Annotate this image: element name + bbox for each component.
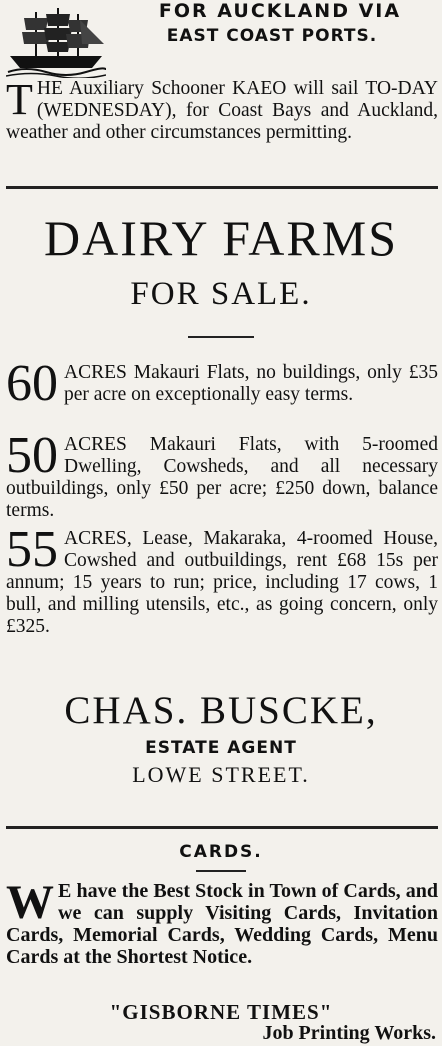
section-divider	[6, 826, 438, 829]
dairy-farms-title: DAIRY FARMS	[43, 210, 399, 266]
listing-item	[6, 355, 438, 412]
listing-text: ACRES Makauri Flats, no buildings, only £35 per acre on exceptionally easy terms.	[64, 362, 438, 405]
for-sale-subtitle: FOR SALE.	[130, 276, 312, 312]
listing-item	[6, 521, 438, 638]
ad1-dropcap: T	[6, 75, 33, 124]
cards-body-text: E have the Best Stock in Town of Cards, and we can supply Visiting Cards, Invitation Cards, Memorial Cards, Wedding Cards, Menu Cards at the Shortest Notice.	[6, 880, 438, 968]
short-divider	[188, 336, 254, 338]
cards-dropcap: W	[6, 876, 54, 929]
listing-acres-number: 55	[6, 521, 58, 578]
listing-acres-number: 50	[6, 427, 58, 484]
listing-text: ACRES Makauri Flats, with 5-roomed Dwelling, Cowsheds, and all necessary outbuildings, only £50 per acre; £250 down, balance terms.	[6, 434, 438, 521]
listing-acres-number: 60	[6, 355, 58, 412]
printer-works: Job Printing Works.	[262, 1022, 436, 1044]
ad1-heading-line2: EAST COAST PORTS.	[166, 26, 378, 46]
sailing-ship-icon	[6, 4, 106, 78]
agent-address: LOWE STREET.	[132, 762, 310, 787]
cards-heading: CARDS.	[179, 842, 263, 862]
ad1-heading-line1: FOR AUCKLAND VIA	[158, 0, 402, 22]
section-divider	[6, 186, 438, 189]
agent-title: ESTATE AGENT	[145, 738, 297, 758]
agent-name: CHAS. BUSCKE,	[64, 689, 378, 732]
ad1-body-text: HE Auxiliary Schooner KAEO will sail TO-DAY (WEDNESDAY), for Coast Bays and Auckland, weather and other circumstances permitting.	[6, 78, 438, 143]
printer-name: "GISBORNE TIMES"	[109, 1000, 333, 1024]
listing-text: ACRES, Lease, Makaraka, 4-roomed House, Cowshed and outbuildings, rent £68 15s per annum; 15 years to run; price, including 17 cows, 1 bull, and milling utensils, etc., as going concern, only £325.	[6, 528, 438, 637]
short-divider	[196, 870, 246, 872]
listing-item	[6, 427, 438, 522]
ad1-body	[6, 75, 438, 144]
cards-body	[6, 876, 438, 968]
